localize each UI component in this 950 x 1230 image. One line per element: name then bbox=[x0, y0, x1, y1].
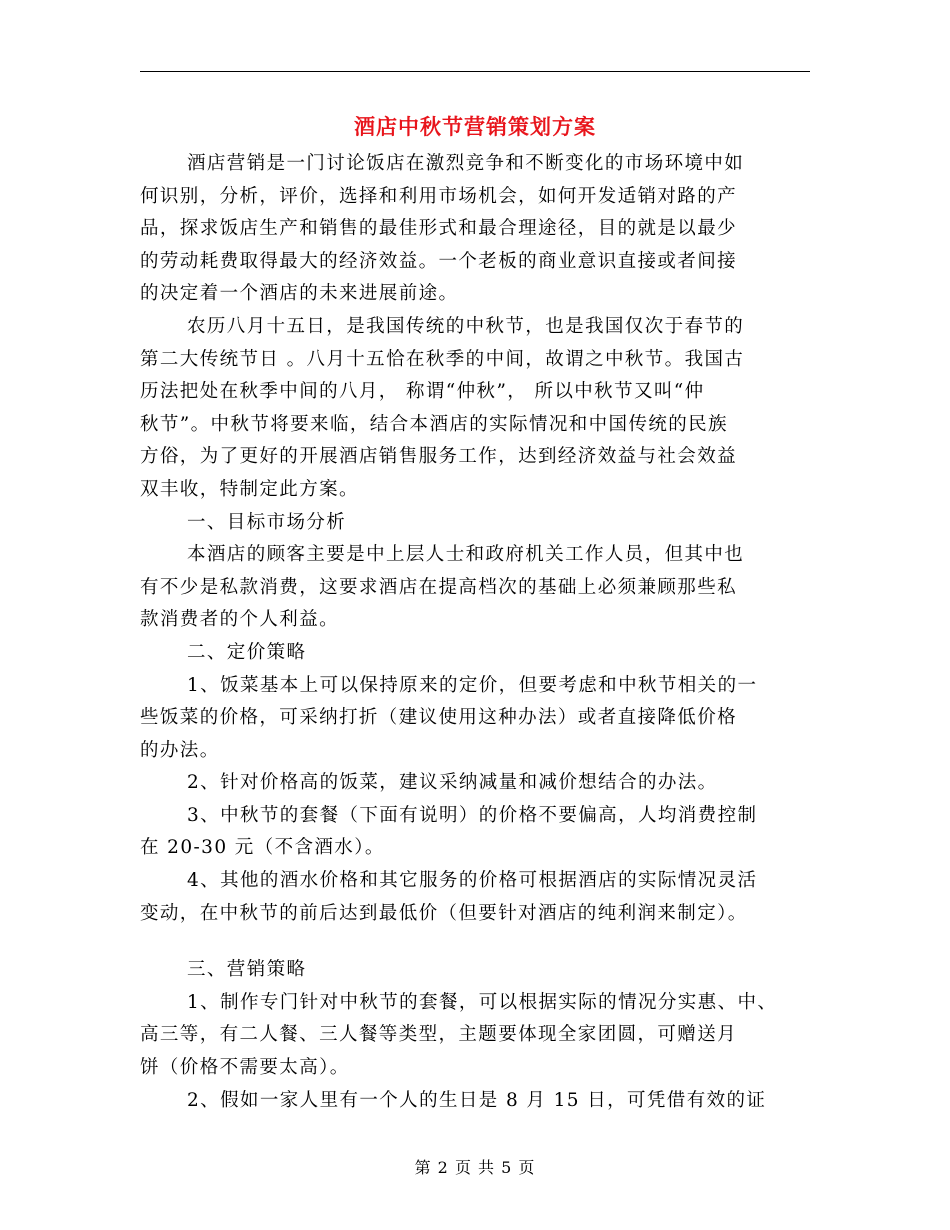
text-line: 历法把处在秋季中间的八月， 称谓“仲秋”， 所以中秋节又叫“仲 bbox=[140, 381, 705, 403]
section-heading: 二、定价策略 bbox=[187, 641, 307, 663]
text-line: 变动，在中秋节的前后达到最低价（但要针对酒店的纯利润来制定）。 bbox=[140, 902, 748, 924]
text-line: 2、针对价格高的饭菜，建议采纳减量和减价想结合的办法。 bbox=[187, 772, 718, 794]
text-line: 款消费者的个人利益。 bbox=[140, 609, 340, 631]
text-line: 4、其他的酒水价格和其它服务的价格可根据酒店的实际情况灵活 bbox=[187, 870, 758, 892]
section-heading: 三、营销策略 bbox=[187, 959, 307, 981]
text-line: 饼（价格不需要太高）。 bbox=[140, 1057, 350, 1079]
text-line: 酒店营销是一门讨论饭店在激烈竞争和不断变化的市场环境中如 bbox=[187, 153, 745, 174]
text-line: 秋节”。中秋节将要来临，结合本酒店的实际情况和中国传统的民族 bbox=[140, 413, 728, 435]
text-line: 何识别，分析，评价，选择和利用市场机会，如何开发适销对路的产 bbox=[140, 185, 738, 207]
text-line: 第二大传统节日 。八月十五恰在秋季的中间，故谓之中秋节。我国古 bbox=[140, 348, 745, 370]
section-heading: 一、目标市场分析 bbox=[187, 511, 347, 533]
text-line: 有不少是私款消费，这要求酒店在提高档次的基础上必须兼顾那些私 bbox=[140, 576, 738, 598]
text-line: 1、制作专门针对中秋节的套餐，可以根据实际的情况分实惠、中、 bbox=[187, 991, 778, 1013]
paragraph-gap bbox=[140, 930, 812, 954]
text-line: 方俗，为了更好的开展酒店销售服务工作，达到经济效益与社会效益 bbox=[140, 446, 738, 468]
text-line: 2、假如一家人里有一个人的生日是 8 月 15 日，可凭借有效的证 bbox=[187, 1089, 767, 1111]
text-line: 3、中秋节的套餐（下面有说明）的价格不要偏高，人均消费控制 bbox=[187, 804, 758, 826]
text-line: 的决定着一个酒店的未来进展前途。 bbox=[140, 283, 459, 305]
text-line: 1、饭菜基本上可以保持原来的定价，但要考虑和中秋节相关的一 bbox=[187, 674, 758, 696]
document-title: 酒店中秋节营销策划方案 bbox=[354, 114, 596, 139]
text-line: 在 20-30 元（不含酒水）。 bbox=[140, 837, 385, 859]
text-line: 高三等，有二人餐、三人餐等类型，主题要体现全家团圆，可赠送月 bbox=[140, 1024, 738, 1046]
page-number: 第 2 页 共 5 页 bbox=[414, 1158, 536, 1177]
text-line: 农历八月十五日，是我国传统的中秋节，也是我国仅次于春节的 bbox=[187, 315, 745, 337]
text-line: 双丰收，特制定此方案。 bbox=[140, 478, 359, 500]
text-line: 些饭菜的价格，可采纳打折（建议使用这种办法）或者直接降低价格 bbox=[140, 707, 738, 729]
text-line: 的劳动耗费取得最大的经济效益。一个老板的商业意识直接或者间接 bbox=[140, 250, 738, 272]
text-line: 品，探求饭店生产和销售的最佳形式和最合理途径，目的就是以最少 bbox=[140, 218, 738, 240]
text-line: 的办法。 bbox=[140, 739, 220, 761]
document-body bbox=[140, 148, 812, 1117]
header-rule bbox=[140, 71, 810, 72]
text-line: 本酒店的顾客主要是中上层人士和政府机关工作人员，但其中也 bbox=[187, 544, 745, 566]
